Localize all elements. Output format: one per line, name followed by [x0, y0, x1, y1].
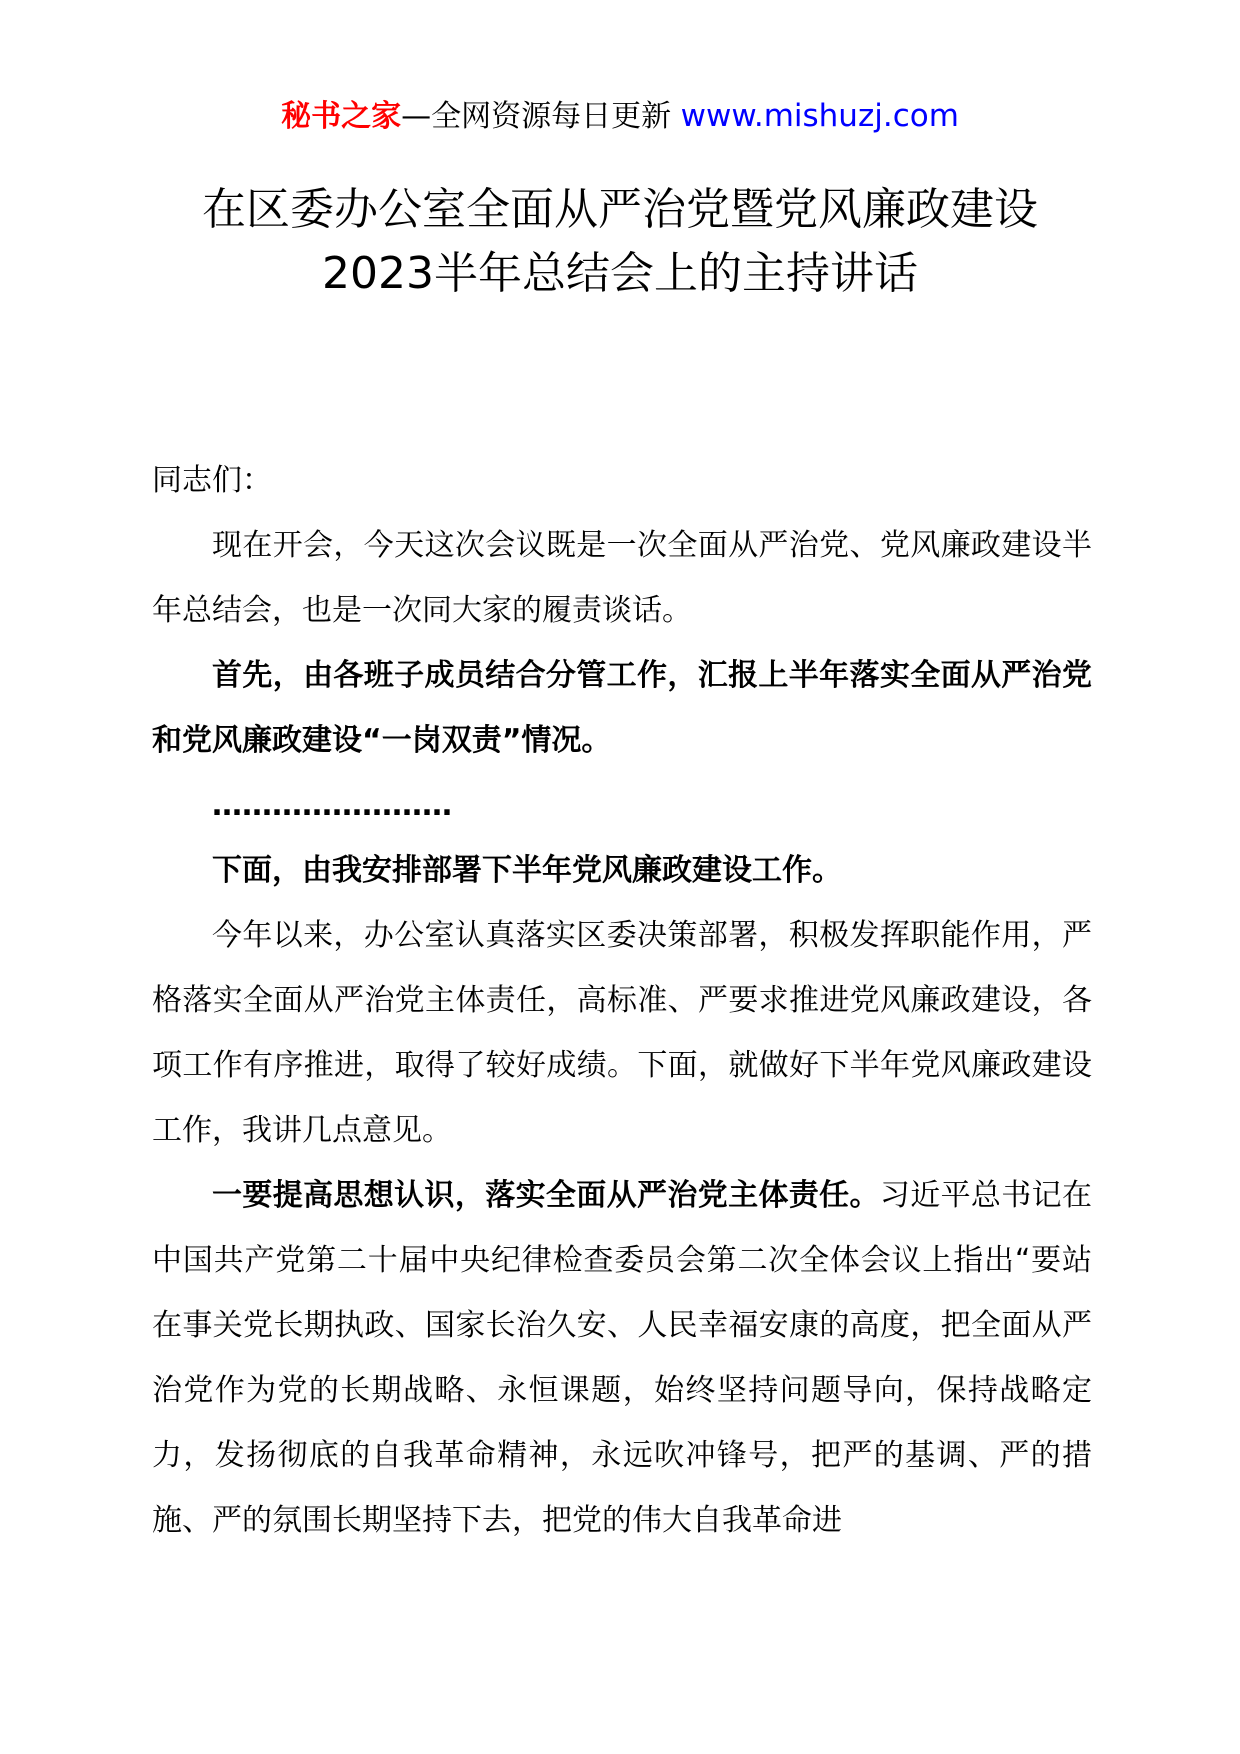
- site-header: [0, 96, 1240, 137]
- brand-name: 秘书之家: [281, 99, 402, 134]
- paragraph-review: 今年以来，办公室认真落实区委决策部署，积极发挥职能作用，严格落实全面从严治党主体责任，高标准、严要求推进党风廉政建设，各项工作有序推进，取得了较好成绩。下面，就做好下半年党风廉政建设工作，我讲几点意见。: [152, 918, 1092, 1148]
- site-url-link[interactable]: www.mishuzj.com: [680, 98, 959, 134]
- paragraph-point-one: [152, 1163, 1092, 1553]
- salutation: 同志们：: [152, 463, 272, 498]
- title-line-1: 在区委办公室全面从严治党暨党风廉政建设: [202, 184, 1038, 235]
- title-line-2: 2023半年总结会上的主持讲话: [322, 248, 918, 299]
- paragraph-report-arrangement: 首先，由各班子成员结合分管工作，汇报上半年落实全面从严治党和党风廉政建设“一岗双责”情况。: [152, 658, 1092, 758]
- ellipsis-separator: ……………………: [212, 788, 452, 823]
- header-tagline: —全网资源每日更新: [401, 99, 681, 134]
- point-one-heading: 一要提高思想认识，落实全面从严治党主体责任。: [212, 1178, 880, 1213]
- paragraph-opening: 现在开会，今天这次会议既是一次全面从严治党、党风廉政建设半年总结会，也是一次同大家的履责谈话。: [152, 528, 1092, 628]
- paragraph-deployment-heading: 下面，由我安排部署下半年党风廉政建设工作。: [212, 853, 842, 888]
- document-title: [0, 178, 1240, 306]
- document-body: [152, 448, 1092, 1553]
- point-one-text: 习近平总书记在中国共产党第二十届中央纪律检查委员会第二次全体会议上指出“要站在事关党长期执政、国家长治久安、人民幸福安康的高度，把全面从严治党作为党的长期战略、永恒课题，始终坚持问题导向，保持战略定力，发扬彻底的自我革命精神，永远吹冲锋号，把严的基调、严的措施、严的氛围长期坚持下去，把党的伟大自我革命进: [152, 1178, 1093, 1538]
